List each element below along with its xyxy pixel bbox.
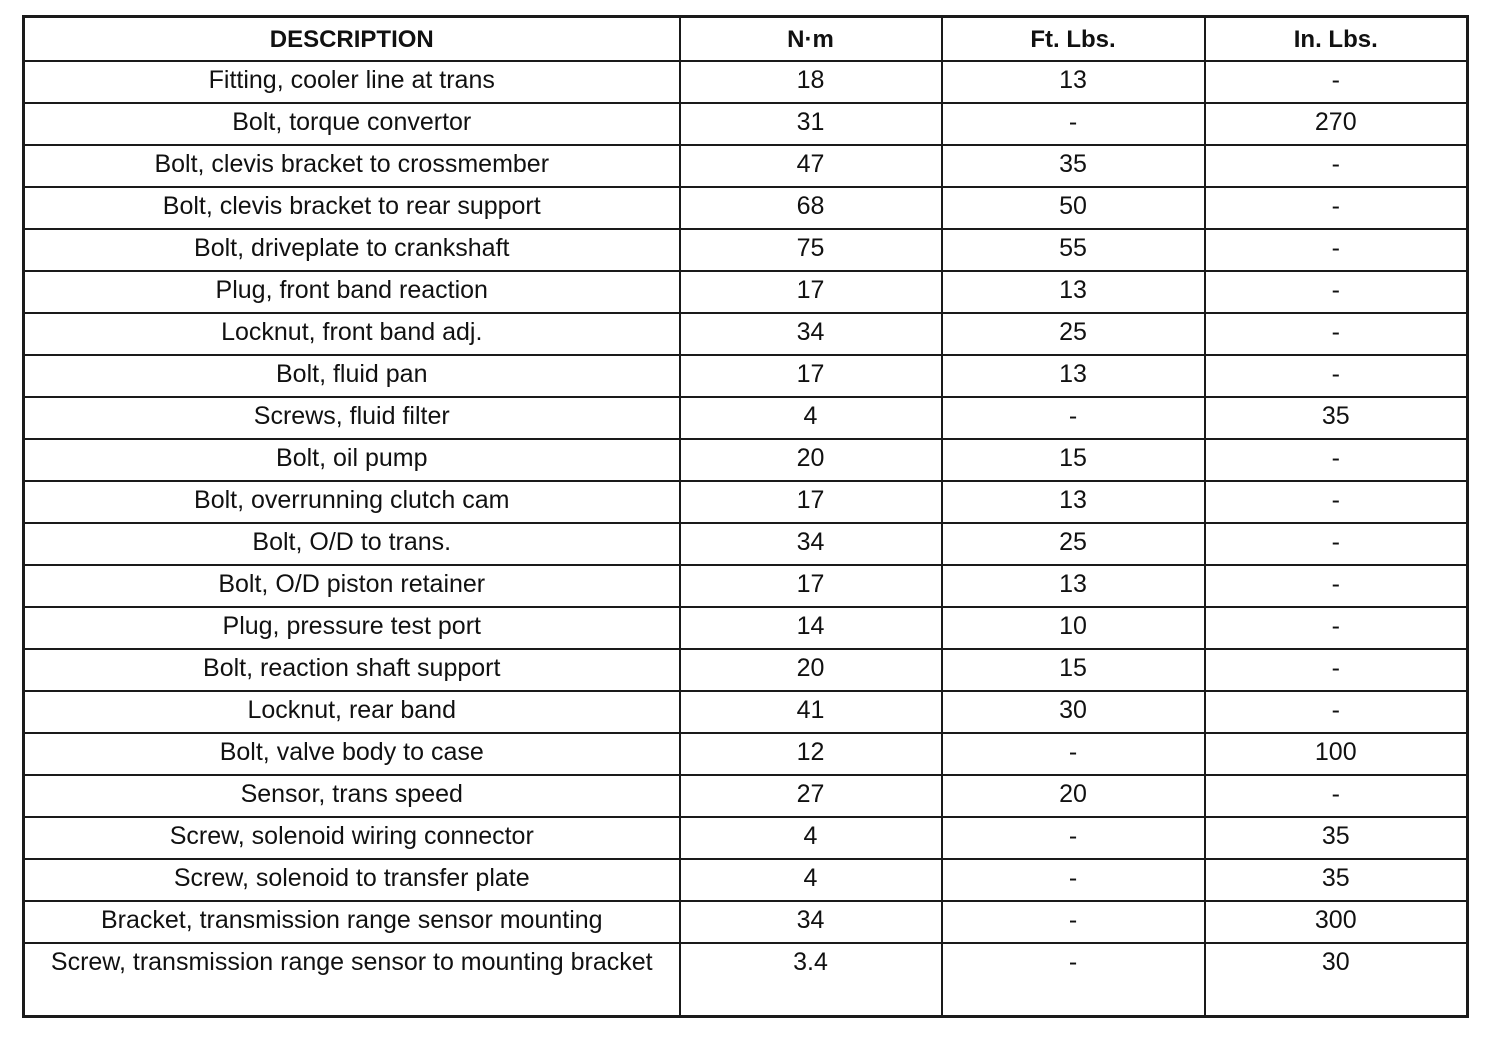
in-lbs-cell: - <box>1205 481 1468 523</box>
nm-cell: 17 <box>680 565 942 607</box>
in-lbs-cell: - <box>1205 607 1468 649</box>
description-cell: Locknut, front band adj. <box>24 313 680 355</box>
ft-lbs-cell: - <box>942 817 1205 859</box>
table-row <box>24 355 1468 397</box>
header-inch-pounds: In. Lbs. <box>1205 17 1468 62</box>
description-cell: Bolt, reaction shaft support <box>24 649 680 691</box>
description-cell: Plug, front band reaction <box>24 271 680 313</box>
nm-cell: 20 <box>680 649 942 691</box>
in-lbs-cell: - <box>1205 145 1468 187</box>
ft-lbs-cell: 10 <box>942 607 1205 649</box>
description-cell: Bolt, torque convertor <box>24 103 680 145</box>
nm-cell: 17 <box>680 355 942 397</box>
table-row <box>24 901 1468 943</box>
ft-lbs-cell: 15 <box>942 439 1205 481</box>
ft-lbs-cell: 20 <box>942 775 1205 817</box>
table-header-row <box>24 17 1468 62</box>
table-row <box>24 481 1468 523</box>
nm-cell: 4 <box>680 397 942 439</box>
ft-lbs-cell: 25 <box>942 523 1205 565</box>
description-cell: Screws, fluid filter <box>24 397 680 439</box>
in-lbs-cell: - <box>1205 229 1468 271</box>
ft-lbs-cell: - <box>942 901 1205 943</box>
table-row <box>24 61 1468 103</box>
description-cell: Screw, transmission range sensor to mounting bracket <box>24 943 680 1017</box>
ft-lbs-cell: 55 <box>942 229 1205 271</box>
ft-lbs-cell: 13 <box>942 271 1205 313</box>
description-cell: Plug, pressure test port <box>24 607 680 649</box>
in-lbs-cell: - <box>1205 187 1468 229</box>
nm-cell: 20 <box>680 439 942 481</box>
description-cell: Screw, solenoid wiring connector <box>24 817 680 859</box>
in-lbs-cell: 35 <box>1205 859 1468 901</box>
description-cell: Bolt, oil pump <box>24 439 680 481</box>
in-lbs-cell: - <box>1205 691 1468 733</box>
table-row <box>24 733 1468 775</box>
nm-cell: 4 <box>680 859 942 901</box>
nm-cell: 18 <box>680 61 942 103</box>
nm-cell: 34 <box>680 523 942 565</box>
header-description: DESCRIPTION <box>24 17 680 62</box>
in-lbs-cell: - <box>1205 775 1468 817</box>
table-row <box>24 439 1468 481</box>
ft-lbs-cell: 15 <box>942 649 1205 691</box>
description-cell: Bolt, overrunning clutch cam <box>24 481 680 523</box>
header-newton-meters: N·m <box>680 17 942 62</box>
in-lbs-cell: - <box>1205 313 1468 355</box>
nm-cell: 27 <box>680 775 942 817</box>
table-row <box>24 649 1468 691</box>
description-cell: Bolt, clevis bracket to rear support <box>24 187 680 229</box>
ft-lbs-cell: - <box>942 103 1205 145</box>
nm-cell: 75 <box>680 229 942 271</box>
ft-lbs-cell: 30 <box>942 691 1205 733</box>
table-row <box>24 229 1468 271</box>
ft-lbs-cell: - <box>942 859 1205 901</box>
nm-cell: 17 <box>680 481 942 523</box>
table-row <box>24 817 1468 859</box>
table-row <box>24 397 1468 439</box>
nm-cell: 3.4 <box>680 943 942 1017</box>
nm-cell: 12 <box>680 733 942 775</box>
in-lbs-cell: - <box>1205 61 1468 103</box>
in-lbs-cell: - <box>1205 355 1468 397</box>
nm-cell: 14 <box>680 607 942 649</box>
in-lbs-cell: - <box>1205 565 1468 607</box>
in-lbs-cell: 35 <box>1205 817 1468 859</box>
ft-lbs-cell: - <box>942 733 1205 775</box>
table-row <box>24 313 1468 355</box>
in-lbs-cell: 35 <box>1205 397 1468 439</box>
description-cell: Screw, solenoid to transfer plate <box>24 859 680 901</box>
ft-lbs-cell: 25 <box>942 313 1205 355</box>
nm-cell: 31 <box>680 103 942 145</box>
table-row <box>24 775 1468 817</box>
nm-cell: 47 <box>680 145 942 187</box>
table-row <box>24 565 1468 607</box>
description-cell: Fitting, cooler line at trans <box>24 61 680 103</box>
ft-lbs-cell: 13 <box>942 355 1205 397</box>
nm-cell: 4 <box>680 817 942 859</box>
table-row <box>24 691 1468 733</box>
ft-lbs-cell: 13 <box>942 481 1205 523</box>
in-lbs-cell: - <box>1205 649 1468 691</box>
ft-lbs-cell: 13 <box>942 61 1205 103</box>
nm-cell: 41 <box>680 691 942 733</box>
torque-spec-table <box>22 15 1469 1018</box>
in-lbs-cell: 300 <box>1205 901 1468 943</box>
ft-lbs-cell: - <box>942 397 1205 439</box>
description-cell: Bolt, valve body to case <box>24 733 680 775</box>
table-row <box>24 943 1468 1017</box>
description-cell: Bolt, clevis bracket to crossmember <box>24 145 680 187</box>
table-row <box>24 187 1468 229</box>
description-cell: Locknut, rear band <box>24 691 680 733</box>
nm-cell: 34 <box>680 901 942 943</box>
table-row <box>24 607 1468 649</box>
in-lbs-cell: 270 <box>1205 103 1468 145</box>
description-cell: Bolt, O/D piston retainer <box>24 565 680 607</box>
nm-cell: 34 <box>680 313 942 355</box>
table-row <box>24 103 1468 145</box>
description-cell: Bolt, driveplate to crankshaft <box>24 229 680 271</box>
ft-lbs-cell: 13 <box>942 565 1205 607</box>
in-lbs-cell: 100 <box>1205 733 1468 775</box>
description-cell: Sensor, trans speed <box>24 775 680 817</box>
nm-cell: 68 <box>680 187 942 229</box>
table-row <box>24 859 1468 901</box>
description-cell: Bolt, fluid pan <box>24 355 680 397</box>
ft-lbs-cell: 50 <box>942 187 1205 229</box>
in-lbs-cell: - <box>1205 439 1468 481</box>
ft-lbs-cell: - <box>942 943 1205 1017</box>
description-cell: Bracket, transmission range sensor mounting <box>24 901 680 943</box>
header-foot-pounds: Ft. Lbs. <box>942 17 1205 62</box>
ft-lbs-cell: 35 <box>942 145 1205 187</box>
in-lbs-cell: - <box>1205 523 1468 565</box>
table-row <box>24 145 1468 187</box>
in-lbs-cell: 30 <box>1205 943 1468 1017</box>
table-row <box>24 271 1468 313</box>
table-row <box>24 523 1468 565</box>
in-lbs-cell: - <box>1205 271 1468 313</box>
nm-cell: 17 <box>680 271 942 313</box>
description-cell: Bolt, O/D to trans. <box>24 523 680 565</box>
